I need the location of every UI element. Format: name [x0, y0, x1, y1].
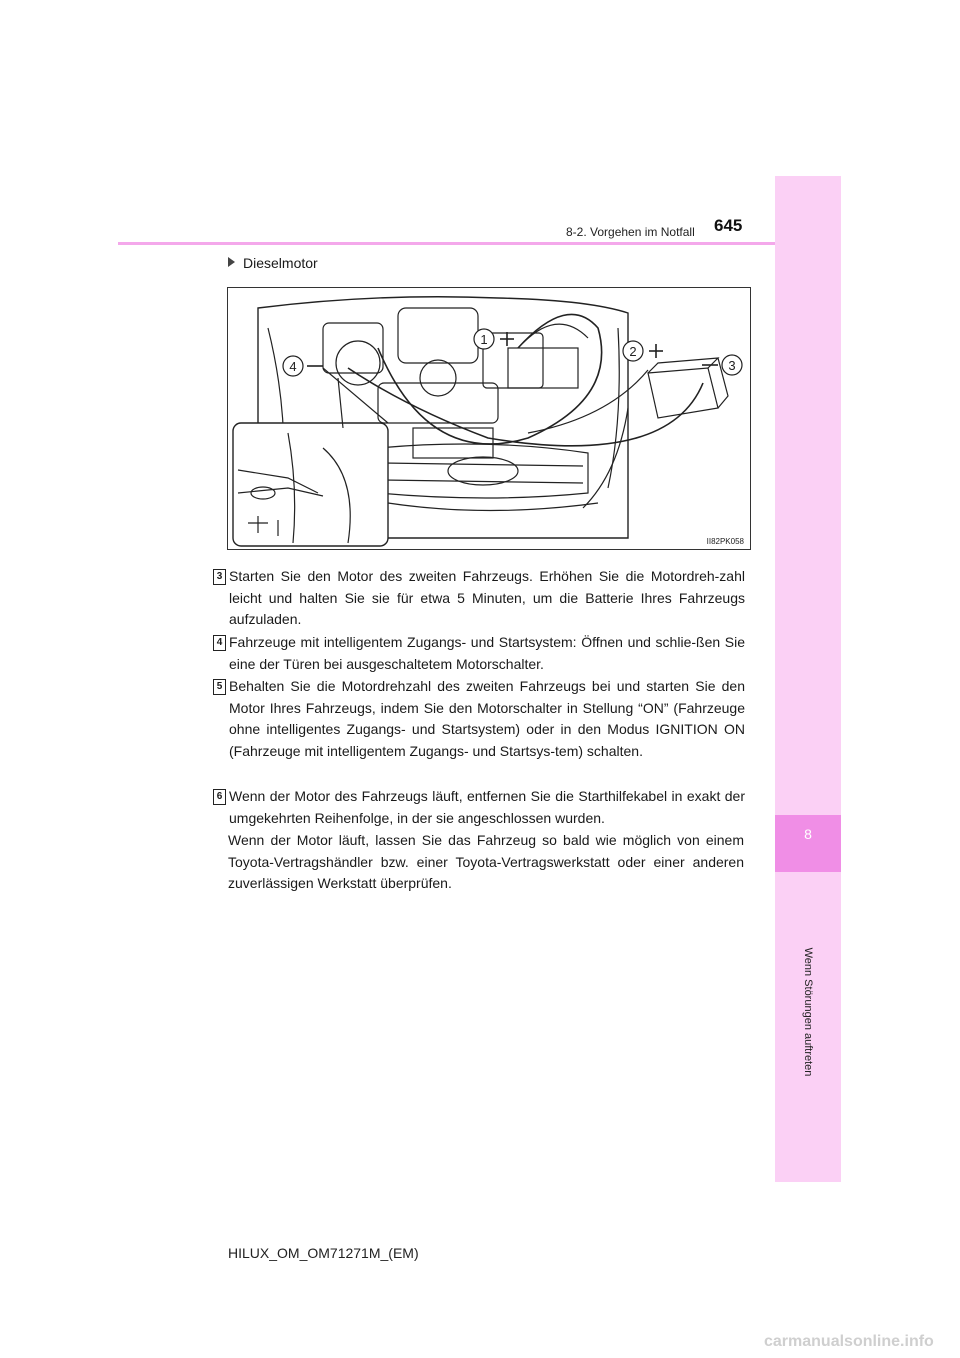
- step-text: Fahrzeuge mit intelligentem Zugangs- und Startsystem: Öffnen und schlie-ßen Sie eine der Türen bei ausgeschaltetem Motorschalter.: [229, 634, 745, 672]
- step-number-box: 4: [213, 635, 226, 651]
- section-title: 8-2. Vorgehen im Notfall: [566, 225, 695, 239]
- callout-3-label: 3: [728, 358, 736, 373]
- note-paragraph: Wenn der Motor läuft, lassen Sie das Fahrzeug so bald wie möglich von einem Toyota-Vertragshändler bzw. einer Toyota-Vertragswerkstatt oder einer anderen zuverlässigen Werkstatt überprüfen.: [228, 832, 744, 891]
- step-text: Starten Sie den Motor des zweiten Fahrzeugs. Erhöhen Sie die Motordreh-zahl leicht und halten Sie sie für etwa 5 Minuten, um die Batterie Ihres Fahrzeugs aufzuladen.: [229, 568, 745, 627]
- step-number-box: 3: [213, 569, 226, 585]
- step-3: [213, 566, 745, 631]
- chapter-number: 8: [804, 826, 812, 842]
- chapter-tab-active[interactable]: [775, 815, 841, 872]
- step-6: [213, 786, 745, 829]
- chapter-label: Wenn Störungen auftreten: [802, 947, 814, 1077]
- variant-label: Dieselmotor: [243, 255, 318, 271]
- step-text: Behalten Sie die Motordrehzahl des zweiten Fahrzeugs bei und starten Sie den Motor Ihres Fahrzeugs, indem Sie den Motorschalter in Stellung “ON” (Fahrzeuge ohne intelligentes Zugangs- und Startsystem) oder in den Modus IGNITION ON (Fahrzeuge mit intelligentem Zugangs- und Startsys-tem) schalten.: [229, 678, 745, 759]
- variant-heading: [228, 255, 318, 271]
- step-number-box: 6: [213, 789, 226, 805]
- figure-code: II82PK058: [706, 537, 744, 546]
- callout-2-label: 2: [629, 344, 637, 359]
- jump-start-illustration: [227, 287, 751, 550]
- document-footer: HILUX_OM_OM71271M_(EM): [228, 1245, 419, 1261]
- header-rule: [118, 242, 775, 245]
- page-number: 645: [714, 216, 743, 235]
- step-5: [213, 676, 745, 762]
- callout-4-label: 4: [289, 359, 297, 374]
- step-text: Wenn der Motor des Fahrzeugs läuft, entfernen Sie die Starthilfekabel in exakt der umgekehrten Reihenfolge, in der sie angeschlossen wurden.: [229, 788, 745, 826]
- triangle-bullet-icon: [228, 257, 235, 267]
- step-4: [213, 632, 745, 675]
- callout-1-label: 1: [480, 332, 488, 347]
- engine-bay-drawing: [228, 288, 750, 549]
- watermark: carmanualsonline.info: [764, 1333, 934, 1350]
- step-number-box: 5: [213, 679, 226, 695]
